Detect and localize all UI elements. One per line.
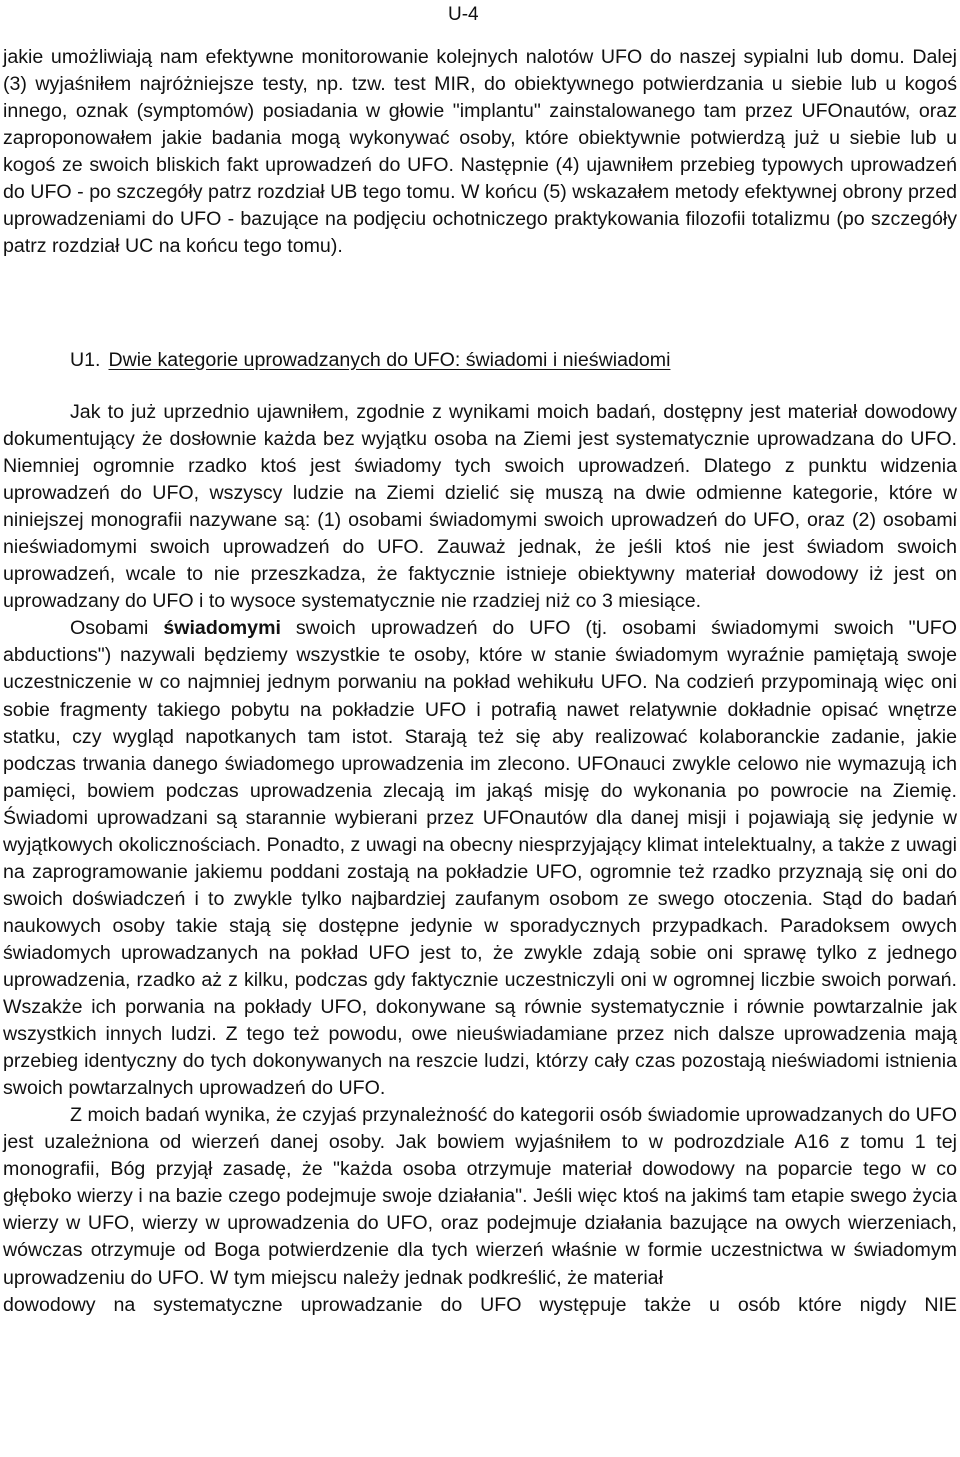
paragraph-3: Z moich badań wynika, że czyjaś przynależność do kategorii osób świadomie uprowadzanych do UFO jest uzależniona od wierzeń danej osoby. Jak bowiem wyjaśniłem to w podrozdziale A16 z tomu 1 tej monografii, Bóg przyjął zasadę, że "każda osoba otrzymuje materiał dowodowy na poparcie tego w co głęboko wierzy i na bazie czego podejmuje swoje działania". Jeśli więc ktoś na jakimś tam etapie swego życia wierzy w UFO, wierzy w uprowadzenia do UFO, oraz podejmuje działania bazujące na owych wierzeniach, wówczas otrzymuje od Boga potwierdzenie dla tych wierzeń właśnie w formie uczestnictwa w świadomym uprowadzeniu do UFO. W tym miejscu należy jednak podkreślić, że materiał — [3, 1104, 957, 1289]
paragraph-2 — [3, 615, 957, 1102]
page-number: U-4 — [448, 4, 479, 25]
paragraph-2-start: Osobami — [70, 617, 164, 640]
section-number: U1. — [70, 349, 101, 371]
main-body — [3, 399, 957, 1319]
paragraph-1: Jak to już uprzednio ujawniłem, zgodnie z wynikami moich badań, dostępny jest materiał dowodowy dokumentujący że dosłownie każda bez wyjątku osoba na Ziemi jest systematycznie uprowadzana do UFO. Niemniej ogromnie rzadko ktoś jest świadomy tych swoich uprowadzeń. Dlatego z punktu widzenia uprowadzeń do UFO, wszyscy ludzie na Ziemi dzielić się muszą na dwie odmienne kategorie, które w niniejszej monografii nazywane są: (1) osobami świadomymi swoich uprowadzeń do UFO, oraz (2) osobami nieświadomymi swoich uprowadzeń do UFO. Zauważ jednak, że jeśli ktoś nie jest świadom swoich uprowadzeń, wcale to nie przeszkadza, że faktycznie istnieje obiektywny materiał dowodowy iż jest on uprowadzany do UFO i to wysoce systematycznie nie rzadziej niż co 3 miesiące. — [3, 401, 957, 613]
paragraph-2-rest: swoich uprowadzeń do UFO (tj. osobami świadomymi swoich "UFO abductions") nazywali będziemy wszystkie te osoby, które w stanie świadomym wyraźnie pamiętają swoje uczestniczenie w co najmniej jednym porwaniu na pokład wehikułu UFO. Na codzień przypominają więc oni sobie fragmenty takiego pobytu na pokładzie UFO i potrafią nawet relatywnie dokładnie opisać wnętrze statku, czy wygląd napotkanych tam istot. Starają też się aby realizować kolaboranckie zadanie, jakie podczas trwania danego świadomego uprowadzenia im zlecono. UFOnauci zwykle celowo nie wymazują ich pamięci, bowiem podczas uprowadzenia zlecają im jakąś misję do wykonania po powrocie na Ziemię. Świadomi uprowadzani są starannie wybierani przez UFOnautów dla danej misji i pojawiają się jedynie w wyjątkowych okolicznościach. Ponadto, z uwagi na obecny niesprzyjający klimat intelektualny, a także z uwagi na zaprogramowanie jakiemu poddani zostają na pokładzie UFO, ogromnie też rzadko przyznają się oni do swoich doświadczeń i to zwykle tylko najbardziej zaufanym osobom ze swego otoczenia. Stąd do badań naukowych osoby takie stają się dostępne jedynie w sporadycznych przypadkach. Paradoksem owych świadomych uprowadzanych na pokład UFO jest to, że zwykle zdają sobie oni sprawę tylko z jednego uprowadzenia, rzadko aż z kilku, podczas gdy faktycznie uczestniczyli oni w ogromnej liczbie swoich porwań. Wszakże ich porwania na pokłady UFO, dokonywane są równie systematycznie i równie powtarzalnie jak wszystkich innych ludzi. Z tego też powodu, owe nieuświadamiane przez nich dalsze uprowadzenia mają przebieg identyczny do tych dokonywanych na reszcie ludzi, którzy cały czas pozostają nieświadomi istnienia swoich powtarzalnych uprowadzeń do UFO. — [3, 617, 957, 1100]
intro-paragraph: jakie umożliwiają nam efektywne monitorowanie kolejnych nalotów UFO do naszej sypialni lub domu. Dalej (3) wyjaśniłem najróżniejsze testy, np. tzw. test MIR, do obiektywnego potwierdzania u siebie lub u kogoś innego, oznak (symptomów) posiadania w głowie "implantu" zainstalowanego tam przez UFOnautów, oraz zaproponowałem jakie badania mogą wykonywać osoby, które obiektywnie potwierdzą już u siebie lub u kogoś ze swoich bliskich fakt uprowadzeń do UFO. Następnie (4) ujawniłem przebieg typowych uprowadzeń do UFO - po szczegóły patrz rozdział UB tego tomu. W końcu (5) wskazałem metody efektywnej obrony przed uprowadzeniami do UFO - bazujące na podjęciu ochotniczego praktykowania filozofii totalizmu (po szczegóły patrz rozdział UC na końcu tego tomu). — [3, 46, 957, 258]
paragraph-3-continued-line: dowodowy na systematyczne uprowadzanie do UFO występuje także u osób które nigdy NIE — [3, 1293, 957, 1316]
section-heading — [70, 347, 670, 374]
paragraph-2-bold-term: świadomymi — [163, 617, 281, 640]
section-title: Dwie kategorie uprowadzanych do UFO: świadomi i nieświadomi — [108, 349, 671, 371]
